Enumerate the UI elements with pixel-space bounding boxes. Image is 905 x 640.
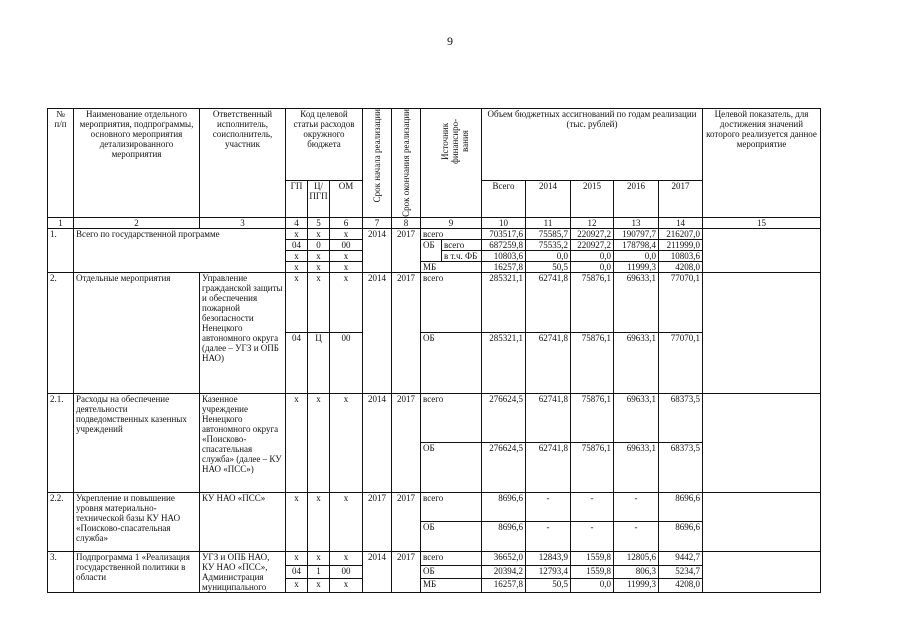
row-source: ОБ [421, 565, 482, 579]
header-end: Срок окончания реализации [401, 109, 411, 217]
row-name: Укрепление и повышение уровня материально-технической базы КУ НАО «Поисково-спасательная служба» [74, 492, 200, 551]
row-num: 2.1. [48, 393, 74, 492]
code-om: х [330, 272, 363, 333]
code-gp: х [286, 393, 308, 492]
code-gp: х [286, 272, 308, 333]
index-cell: 15 [703, 217, 821, 228]
row-start: 2017 [363, 492, 392, 551]
val-2016: 190797,7 [614, 228, 659, 239]
table-row [48, 228, 821, 239]
index-cell: 10 [482, 217, 526, 228]
header-start: Срок начала реализации [372, 109, 382, 203]
val-2015: 1559,8 [571, 565, 614, 579]
val-2014: 62741,8 [526, 333, 571, 394]
val-2015: 0,0 [571, 579, 614, 593]
val-2016: 69633,1 [614, 393, 659, 443]
header-code-group: Код целевой статьи расходов окружного бюджета [286, 109, 363, 181]
header-2016: 2016 [614, 180, 659, 217]
index-cell: 4 [286, 217, 308, 228]
row-name: Отдельные мероприятия [74, 272, 200, 393]
val-2017: 211999,0 [659, 239, 703, 250]
header-num: № п/п [48, 109, 74, 218]
row-start: 2014 [363, 228, 392, 272]
val-2015: 75876,1 [571, 333, 614, 394]
code-gp: 04 [286, 565, 308, 579]
val-2016: - [614, 522, 659, 552]
header-total: Всего [482, 180, 526, 217]
row-indicator [703, 492, 821, 551]
row-end: 2017 [392, 492, 421, 551]
val-2017: 8696,6 [659, 492, 703, 522]
index-cell: 7 [363, 217, 392, 228]
val-2017: 4208,0 [659, 261, 703, 272]
header-code-gp: ГП [286, 180, 308, 217]
code-gp: х [286, 250, 308, 261]
code-cgp: х [308, 228, 330, 239]
index-cell: 11 [526, 217, 571, 228]
val-2014: 62741,8 [526, 443, 571, 493]
val-2014: 75535,2 [526, 239, 571, 250]
row-name: Расходы на обеспечение деятельности подведомственных казенных учреждений [74, 393, 200, 492]
val-2014: 12843,9 [526, 551, 571, 565]
code-gp: 04 [286, 333, 308, 394]
row-source: ОБ [421, 333, 482, 394]
table-row [48, 551, 821, 565]
row-indicator [703, 272, 821, 393]
row-source: всего [421, 492, 482, 522]
row-source: ОБ [421, 443, 482, 493]
val-total: 276624,5 [482, 443, 526, 493]
code-gp: х [286, 551, 308, 565]
val-2015: - [571, 492, 614, 522]
val-total: 285321,1 [482, 272, 526, 333]
val-total: 8696,6 [482, 492, 526, 522]
row-name: Подпрограмма 1 «Реализация государственной политики в области [74, 551, 200, 592]
index-cell: 12 [571, 217, 614, 228]
table-row [48, 272, 821, 333]
index-cell: 13 [614, 217, 659, 228]
val-total: 16257,8 [482, 261, 526, 272]
val-2015: 220927,2 [571, 228, 614, 239]
code-om: х [330, 393, 363, 492]
val-2016: 0,0 [614, 250, 659, 261]
val-2017: 216207,0 [659, 228, 703, 239]
row-source: всего [421, 551, 482, 565]
program-table [47, 108, 821, 593]
row-responsible: УГЗ и ОПБ НАО, КУ НАО «ПСС», Администрация муниципального [200, 551, 286, 592]
row-responsible: КУ НАО «ПСС» [200, 492, 286, 551]
code-om: 00 [330, 565, 363, 579]
index-cell: 9 [421, 217, 482, 228]
header-code-cgp: Ц/ПГП [308, 180, 330, 217]
val-2014: 75585,7 [526, 228, 571, 239]
row-start: 2014 [363, 551, 392, 592]
row-end: 2017 [392, 228, 421, 272]
header-budget-group: Объем бюджетных ассигнований по годам реализации (тыс. рублей) [482, 109, 703, 181]
val-2017: 9442,7 [659, 551, 703, 565]
code-cgp: 0 [308, 239, 330, 250]
index-cell: 1 [48, 217, 74, 228]
header-2014: 2014 [526, 180, 571, 217]
code-cgp: х [308, 492, 330, 551]
val-2017: 77070,1 [659, 272, 703, 333]
val-2016: 12805,6 [614, 551, 659, 565]
val-2014: 50,5 [526, 261, 571, 272]
val-total: 687259,8 [482, 239, 526, 250]
code-cgp: х [308, 393, 330, 492]
val-total: 703517,6 [482, 228, 526, 239]
val-total: 276624,5 [482, 393, 526, 443]
val-total: 20394,2 [482, 565, 526, 579]
code-gp: х [286, 579, 308, 593]
row-source: всего [421, 272, 482, 333]
val-2014: - [526, 492, 571, 522]
row-end: 2017 [392, 272, 421, 393]
val-2015: 75876,1 [571, 393, 614, 443]
row-num: 2.2. [48, 492, 74, 551]
code-cgp: 1 [308, 565, 330, 579]
val-total: 36652,0 [482, 551, 526, 565]
table-row [48, 492, 821, 522]
page-number: 9 [447, 34, 453, 48]
val-2014: 12793,4 [526, 565, 571, 579]
val-2014: - [526, 522, 571, 552]
index-cell: 5 [308, 217, 330, 228]
val-2016: 806,3 [614, 565, 659, 579]
header-indicator: Целевой показатель, для достижения значений которого реализуется данное мероприятие [703, 109, 821, 218]
val-2015: 220927,2 [571, 239, 614, 250]
val-2015: - [571, 522, 614, 552]
val-2014: 0,0 [526, 250, 571, 261]
column-index-row [48, 217, 821, 228]
row-source: ОБ [421, 522, 482, 552]
row-source: всего [421, 228, 482, 239]
index-cell: 6 [330, 217, 363, 228]
val-2014: 50,5 [526, 579, 571, 593]
row-source: ОБ [421, 239, 442, 261]
row-source: всего [421, 393, 482, 443]
row-start: 2014 [363, 393, 392, 492]
code-cgp: х [308, 579, 330, 593]
code-gp: х [286, 492, 308, 551]
row-num: 1. [48, 228, 74, 272]
row-indicator [703, 393, 821, 492]
val-2017: 5234,7 [659, 565, 703, 579]
val-2017: 77070,1 [659, 333, 703, 394]
row-indicator [703, 551, 821, 592]
row-indicator [703, 228, 821, 272]
row-end: 2017 [392, 393, 421, 492]
code-cgp: х [308, 261, 330, 272]
row-num: 3. [48, 551, 74, 592]
header-responsible: Ответственный исполнитель, соисполнитель, участник [200, 109, 286, 218]
val-total: 285321,1 [482, 333, 526, 394]
val-2017: 10803,6 [659, 250, 703, 261]
code-om: х [330, 261, 363, 272]
code-gp: х [286, 261, 308, 272]
row-responsible: Казенное учреждение Ненецкого автономного округа «Поисково-спасательная служба» (далее – КУ НАО «ПСС») [200, 393, 286, 492]
row-source-sub: в т.ч. ФБ [442, 250, 482, 261]
header-name: Наименование отдельного мероприятия, подпрограммы, основного мероприятия детализированного мероприятия [74, 109, 200, 218]
val-2015: 0,0 [571, 261, 614, 272]
code-cgp: х [308, 551, 330, 565]
val-2017: 68373,5 [659, 393, 703, 443]
row-responsible: Управление гражданской защиты и обеспечения пожарной безопасности Ненецкого автономного округа (далее – УГЗ и ОПБ НАО) [200, 272, 286, 393]
val-2014: 62741,8 [526, 272, 571, 333]
code-cgp: х [308, 250, 330, 261]
code-om: х [330, 228, 363, 239]
val-2016: 69633,1 [614, 272, 659, 333]
val-total: 8696,6 [482, 522, 526, 552]
val-total: 10803,6 [482, 250, 526, 261]
val-2017: 8696,6 [659, 522, 703, 552]
row-source: МБ [421, 261, 482, 272]
index-cell: 3 [200, 217, 286, 228]
code-gp: 04 [286, 239, 308, 250]
val-2016: - [614, 492, 659, 522]
row-name: Всего по государственной программе [74, 228, 286, 272]
code-gp: х [286, 228, 308, 239]
val-2016: 69633,1 [614, 333, 659, 394]
code-om: х [330, 492, 363, 551]
code-om: 00 [330, 333, 363, 394]
code-cgp: х [308, 272, 330, 333]
val-2017: 68373,5 [659, 443, 703, 493]
header-code-om: ОМ [330, 180, 363, 217]
code-cgp: Ц [308, 333, 330, 394]
index-cell: 14 [659, 217, 703, 228]
code-om: х [330, 551, 363, 565]
index-cell: 8 [392, 217, 421, 228]
header-source: Источник финансиро-вания [440, 118, 470, 164]
val-2016: 11999,3 [614, 579, 659, 593]
val-2016: 69633,1 [614, 443, 659, 493]
header-2017: 2017 [659, 180, 703, 217]
val-2015: 0,0 [571, 250, 614, 261]
row-start: 2014 [363, 272, 392, 393]
code-om: х [330, 579, 363, 593]
index-cell: 2 [74, 217, 200, 228]
val-2016: 11999,3 [614, 261, 659, 272]
row-end: 2017 [392, 551, 421, 592]
val-2017: 4208,0 [659, 579, 703, 593]
row-num: 2. [48, 272, 74, 393]
val-2016: 178798,4 [614, 239, 659, 250]
code-om: 00 [330, 239, 363, 250]
val-2015: 75876,1 [571, 272, 614, 333]
code-om: х [330, 250, 363, 261]
val-2015: 1559,8 [571, 551, 614, 565]
table-row [48, 393, 821, 443]
header-2015: 2015 [571, 180, 614, 217]
val-2014: 62741,8 [526, 393, 571, 443]
val-total: 16257,8 [482, 579, 526, 593]
val-2015: 75876,1 [571, 443, 614, 493]
row-source: МБ [421, 579, 482, 593]
row-source-sub: всего [442, 239, 482, 250]
